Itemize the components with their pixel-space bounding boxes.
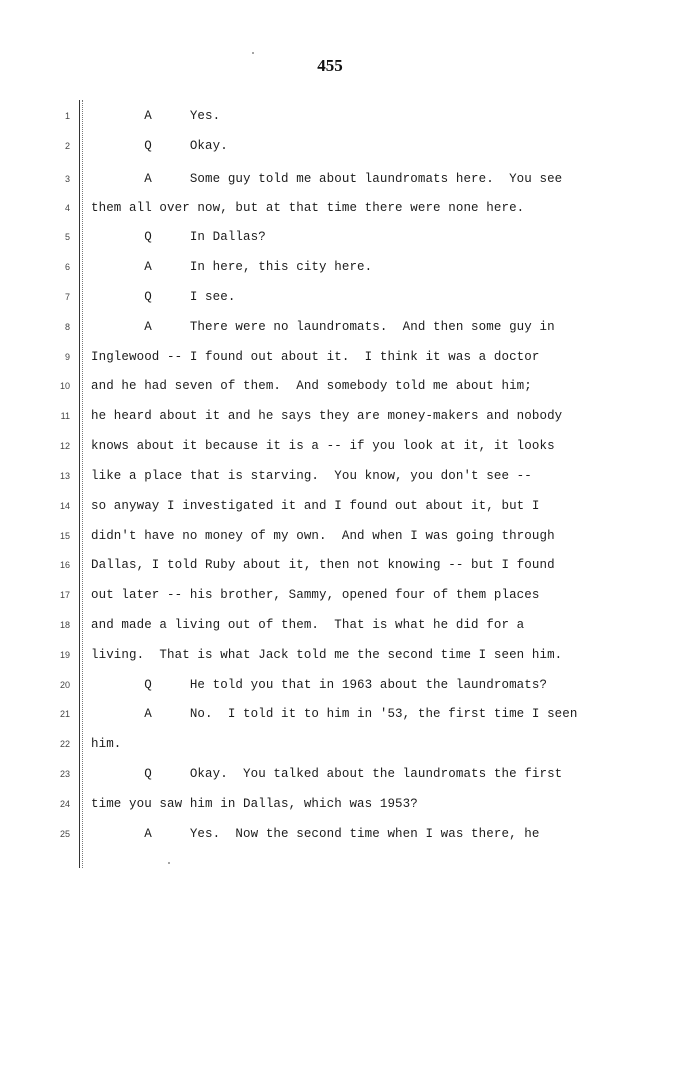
line-text: Q Okay. You talked about the laundromats the first [91,767,563,781]
line-number: 2 [64,141,70,151]
transcript-line [0,586,691,608]
line-number: 19 [59,650,70,660]
line-text: and he had seven of them. And somebody told me about him; [91,379,532,393]
line-number: 14 [59,501,70,511]
transcript-line [0,765,691,787]
line-text: Q In Dallas? [91,230,266,244]
transcript-line [0,437,691,459]
line-number: 12 [59,441,70,451]
line-text: Inglewood -- I found out about it. I think it was a doctor [91,350,540,364]
transcript-line [0,258,691,280]
line-text: like a place that is starving. You know, you don't see -- [91,469,532,483]
line-text: time you saw him in Dallas, which was 1953? [91,797,418,811]
line-number: 22 [59,739,70,749]
line-text: didn't have no money of my own. And when I was going through [91,529,555,543]
line-number: 25 [59,829,70,839]
line-number: 6 [64,262,70,272]
transcript-line [0,107,691,129]
line-number: 24 [59,799,70,809]
line-text: A In here, this city here. [91,260,373,274]
transcript-line [0,228,691,250]
page-number: 455 [317,56,343,75]
line-text: and made a living out of them. That is what he did for a [91,618,525,632]
line-number: 11 [60,411,70,421]
transcript-line [0,646,691,668]
transcript-line [0,467,691,489]
line-text: knows about it because it is a -- if you look at it, it looks [91,439,555,453]
line-text: he heard about it and he says they are money-makers and nobody [91,409,563,423]
line-number: 5 [64,232,70,242]
line-number: 10 [59,381,70,391]
line-text: Dallas, I told Ruby about it, then not knowing -- but I found [91,558,555,572]
transcript-line [0,199,691,221]
line-number: 3 [64,174,70,184]
transcript-line [0,616,691,638]
transcript-line [0,705,691,727]
transcript-line [0,556,691,578]
transcript-line [0,137,691,159]
transcript-line [0,170,691,192]
line-text: out later -- his brother, Sammy, opened four of them places [91,588,540,602]
line-number: 17 [59,590,70,600]
transcript-line [0,825,691,847]
scan-speck [168,862,170,864]
transcript-line [0,735,691,757]
line-text: so anyway I investigated it and I found out about it, but I [91,499,540,513]
line-text: Q He told you that in 1963 about the laundromats? [91,678,548,692]
line-text: A There were no laundromats. And then some guy in [91,320,555,334]
line-text: living. That is what Jack told me the second time I seen him. [91,648,563,662]
transcript-line [0,527,691,549]
line-number: 15 [59,531,70,541]
transcript-line [0,407,691,429]
line-number: 16 [59,560,70,570]
line-text: A No. I told it to him in '53, the first time I seen [91,707,578,721]
transcript-line [0,676,691,698]
line-number: 13 [59,471,70,481]
line-text: them all over now, but at that time there were none here. [91,201,525,215]
transcript-line [0,497,691,519]
line-number: 21 [59,709,70,719]
line-number: 4 [64,203,70,213]
line-text: A Some guy told me about laundromats here. You see [91,172,563,186]
line-text: him. [91,737,122,751]
transcript-line [0,288,691,310]
line-number: 1 [64,111,70,121]
line-number: 9 [64,352,70,362]
scan-speck [252,52,254,54]
line-number: 20 [59,680,70,690]
line-number: 8 [64,322,70,332]
line-text: A Yes. Now the second time when I was there, he [91,827,540,841]
line-text: A Yes. [91,109,221,123]
line-number: 18 [59,620,70,630]
line-number: 7 [64,292,70,302]
line-number: 23 [59,769,70,779]
transcript-line [0,318,691,340]
transcript-line [0,348,691,370]
line-text: Q Okay. [91,139,228,153]
transcript-line [0,795,691,817]
line-text: Q I see. [91,290,236,304]
transcript-line [0,377,691,399]
